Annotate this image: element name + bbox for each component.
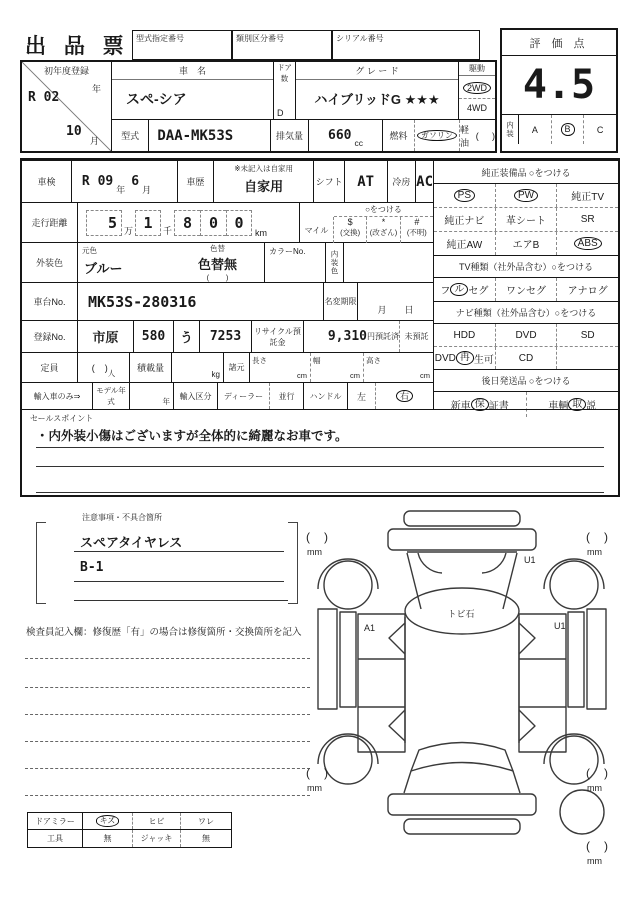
note: (交換) (340, 228, 361, 237)
displacement-value: 660 (328, 128, 352, 143)
interior-color-value (344, 243, 433, 282)
rule (74, 600, 288, 601)
option-text: フ (440, 286, 451, 297)
notes-bracket-left (36, 522, 46, 604)
details-table (20, 158, 620, 497)
height-unit: cm (420, 371, 430, 380)
note: (不明) (406, 228, 427, 237)
notes-label: 注意事項・不具合箇所 (78, 512, 166, 523)
damage-label-u1-side: U1 (554, 621, 566, 631)
inspector-line (25, 768, 310, 769)
cell-text: ヒビ (148, 816, 165, 826)
mm-label: mm (307, 547, 322, 557)
sales-point-label: セールスポイント (30, 414, 94, 423)
option-text: セグ (468, 286, 489, 297)
mileage-label: 走行距離 (22, 203, 78, 242)
history-cell (214, 161, 315, 202)
evaluation-box (500, 28, 618, 153)
symbol: * (381, 217, 386, 227)
interior-grade-b: B (561, 123, 575, 135)
circle-mark: 取 (568, 398, 586, 412)
equip-option-airbag (496, 232, 558, 255)
unit-man: 万 (124, 226, 134, 236)
inspector-line (25, 741, 310, 742)
capacity-paren: ( ) (91, 362, 108, 373)
base-color-label: 元色 (82, 246, 97, 255)
color-change-value: 色替無 (197, 257, 237, 272)
vehicle-header-table (20, 60, 497, 153)
field-label: 類別区分番号 (236, 34, 284, 43)
first-registration-month: 10 (66, 124, 82, 139)
damage-label-a1: A1 (364, 623, 376, 633)
field-model-designation-number (132, 30, 232, 60)
registration-area: 市原 (78, 321, 134, 352)
field-label: 型式指定番号 (136, 34, 184, 43)
door-mirror-label (28, 813, 83, 829)
symbol: $ (347, 217, 353, 227)
bracket-close: ) (604, 766, 608, 780)
bracket-close: ) (324, 530, 328, 544)
equip-option-leather-seat (496, 208, 558, 231)
interior-grade-b-option (552, 115, 585, 144)
tv-option-oneseg (496, 278, 558, 301)
equipment-pane (434, 161, 618, 412)
inspection-year: R 09 (81, 174, 114, 189)
parallel-option: 並行 (270, 383, 304, 409)
option-text: 純正AW (446, 240, 483, 251)
equip-option-pw (496, 184, 558, 207)
registration-kana: う (174, 321, 200, 352)
car-name-value: スペ-シア (126, 91, 187, 107)
option-text: 純正ナビ (444, 216, 485, 227)
color-cell (78, 243, 265, 282)
digit-box: 8 (174, 210, 200, 236)
bracket-open: ( (586, 766, 590, 780)
option-text: 革シート (506, 216, 546, 227)
mirror-break-option (181, 813, 231, 829)
paren-open: ( (475, 130, 479, 141)
mirror-row (28, 813, 231, 830)
equipment-row (434, 208, 618, 232)
tv-type-row (434, 278, 618, 302)
unit-km: km (255, 228, 268, 238)
car-damage-diagram (300, 505, 640, 885)
year-unit: 年 (116, 185, 126, 195)
sales-point-section (22, 409, 618, 496)
note: (改ざん) (369, 228, 398, 237)
tv-option-analog (557, 278, 618, 301)
navi-option-sd (557, 324, 618, 346)
recycle-amount: 9,310 (327, 329, 367, 344)
first-registration-year: R 02 (28, 90, 60, 105)
month-unit: 月 (90, 136, 100, 146)
inspector-line (25, 714, 310, 715)
mileage-digits (78, 203, 300, 242)
cell-text: ジャッキ (140, 834, 173, 843)
digit-box: 0 (200, 210, 226, 236)
import-row (22, 383, 433, 409)
mirror-crack-option (133, 813, 181, 829)
registration-label: 登録No. (22, 321, 78, 352)
notes-line1: スペアタイヤレス (80, 535, 183, 550)
circle-mark: キズ (96, 815, 120, 826)
doors-mark: D (277, 108, 284, 118)
interior-label: 内装 (502, 115, 519, 144)
inspector-line (25, 658, 310, 659)
recycle-unpaid-label: 未預託 (404, 332, 429, 341)
length-label: 長さ (252, 356, 267, 365)
bracket-open: ( (586, 530, 590, 544)
mm-label: mm (587, 783, 602, 793)
field-label: シリアル番号 (336, 34, 384, 43)
height-cell (364, 353, 433, 382)
mm-label: mm (307, 783, 322, 793)
option-text: 生可 (473, 354, 494, 366)
ac-value: AC (416, 173, 434, 190)
ac-label: 冷房 (388, 161, 417, 202)
handle-right: 右 (396, 390, 413, 402)
rule (74, 581, 284, 582)
damage-label-stone-chip: トビ石 (447, 609, 475, 619)
history-label: 車歴 (178, 161, 214, 202)
mark-header: ○をつける (334, 203, 433, 217)
navi-option-dvd-playable (434, 347, 496, 369)
tools-row (28, 830, 231, 847)
cell-text: ドアミラー (35, 816, 75, 826)
month-unit: 月 (377, 305, 387, 315)
capacity-row (22, 353, 433, 383)
bracket-open: ( (306, 766, 310, 780)
model-row (112, 120, 495, 151)
rule (36, 466, 604, 467)
car-name-cell (112, 62, 274, 120)
mileage-row (22, 203, 433, 243)
navi-type-row2 (434, 347, 618, 370)
option-text: SD (580, 329, 595, 341)
equipment-row (434, 232, 618, 256)
interior-grade-row (502, 114, 616, 144)
evaluation-label: 評 価 点 (502, 30, 616, 56)
notes-bracket-right (288, 522, 298, 604)
interior-color-label: 内装色 (326, 243, 344, 282)
inspection-value (72, 161, 178, 202)
doors-cell (274, 62, 296, 120)
navi-type-header: ナビ種類（社外品含む）○をつける (434, 302, 618, 324)
circle-mark: ル (450, 283, 468, 297)
handle-right-option (376, 383, 433, 409)
height-label: 高さ (366, 356, 381, 365)
first-registration-cell (22, 62, 112, 151)
genuine-equipment-header: 純正装備品 ○をつける (434, 161, 618, 184)
drive-2wd: 2WD (463, 82, 491, 94)
symbol: # (414, 217, 420, 227)
navi-option-empty (557, 347, 618, 369)
option-text: 新車 (450, 401, 471, 412)
navi-option-cd (496, 347, 558, 369)
navi-option-dvd (496, 324, 558, 346)
model-label: 型式 (112, 120, 149, 151)
jack-label (133, 830, 181, 847)
option-text: 説 (586, 401, 597, 412)
displacement-label: 排気量 (271, 120, 308, 151)
equip-option-genuine-tv (557, 184, 618, 207)
color-change-paren: ( ) (206, 273, 229, 282)
doors-label: ドア数 (277, 63, 292, 83)
chassis-label: 車台No. (22, 283, 78, 320)
circle-mark: 再 (456, 351, 474, 365)
rule (36, 492, 604, 493)
interior-grade-c: C (596, 124, 604, 135)
field-serial-number (332, 30, 480, 60)
car-name-label: 車 名 (112, 62, 273, 80)
mirror-scratch-option (83, 813, 133, 829)
option-text: エアB (512, 240, 540, 251)
history-note: ※未記入は自家用 (234, 164, 293, 173)
handle-left-option: 左 (348, 383, 376, 409)
mileage-mark-options (300, 217, 433, 243)
shift-label: シフト (314, 161, 344, 202)
inspector-line (25, 687, 310, 688)
option-text: DVD (434, 352, 456, 364)
drive-cell (459, 62, 495, 120)
width-cell (311, 353, 364, 382)
load-unit: kg (172, 353, 224, 382)
color-no-label: カラーNo. (265, 243, 326, 282)
chassis-row (22, 283, 433, 321)
first-registration-label: 初年度登録 (43, 66, 89, 76)
damage-label-u1-top: U1 (524, 555, 536, 565)
day-unit: 日 (404, 305, 414, 315)
color-change-label: 色替 (210, 244, 225, 253)
cell-text: ワレ (198, 816, 214, 826)
fuel-gasoline: ガソリン (417, 130, 457, 141)
option-text: CD (518, 352, 534, 364)
bracket-close: ) (324, 766, 328, 780)
unknown-option (401, 217, 433, 243)
import-only-label: 輸入車のみ⇒ (33, 391, 81, 401)
fuel-gasoline-option (415, 120, 460, 151)
option-text: ワンセグ (506, 286, 546, 297)
evaluation-score: 4.5 (522, 62, 596, 108)
inspection-month: 6 (131, 174, 140, 189)
grade-value: ハイブリッドG ★★★ (314, 92, 440, 107)
bracket-close: ) (604, 530, 608, 544)
year-unit: 年 (92, 84, 102, 94)
exchange-option (334, 217, 367, 243)
equipment-row (434, 184, 618, 208)
paren-close: ) (492, 130, 495, 141)
registration-number-row (22, 321, 433, 353)
equip-option-abs (557, 232, 618, 255)
navi-option-hdd (434, 324, 496, 346)
option-text: 車輌 (548, 401, 569, 412)
capacity-value (78, 353, 130, 382)
tamper-option (367, 217, 400, 243)
notes-line2: B-1 (80, 560, 104, 575)
bracket-close: ) (604, 839, 608, 853)
exterior-color-row (22, 243, 433, 283)
option-text: SR (580, 214, 595, 225)
drive-4wd: 4WD (467, 103, 487, 113)
tv-option-fullseg (434, 278, 496, 301)
mirror-tools-table (27, 812, 232, 848)
drive-2wd-option (459, 76, 495, 99)
bracket-open: ( (586, 839, 590, 853)
later-shipment-header: 後日発送品 ○をつける (434, 370, 618, 392)
inspector-line (25, 795, 310, 796)
rename-deadline-value (358, 283, 433, 320)
mile-option: マイル (300, 217, 334, 243)
sales-point-line1: ・内外装小傷はございますが全体的に綺麗なお車です。 (36, 426, 604, 448)
interior-grade-a: A (519, 115, 552, 144)
digit-box: 5 (86, 210, 122, 236)
jack-value (181, 830, 231, 847)
history-value: 自家用 (244, 179, 284, 194)
capacity-label: 定員 (22, 353, 78, 382)
circle-mark: PW (514, 189, 538, 203)
mm-label: mm (587, 856, 602, 866)
tools-label (28, 830, 83, 847)
circle-mark: 保 (471, 398, 489, 412)
cell-text: 無 (202, 834, 210, 843)
displacement-cell (309, 120, 384, 151)
model-value: DAA-MK53S (149, 120, 271, 151)
grade-cell (296, 62, 459, 120)
field-class-division-number (232, 30, 332, 60)
navi-type-row (434, 324, 618, 347)
digit-box: 0 (226, 210, 252, 236)
spec-label: 諸元 (224, 353, 250, 382)
import-division-label: 輸入区分 (174, 383, 218, 409)
width-unit: cm (350, 371, 360, 380)
details-left-pane (22, 161, 434, 409)
equip-option-genuine-aw (434, 232, 496, 255)
model-year-unit: 年 (130, 383, 174, 409)
cell-text: 工具 (47, 834, 63, 843)
recycle-deposit-label: リサイクル預託金 (252, 321, 304, 352)
option-text: 純正TV (571, 192, 605, 203)
mileage-mark-zone (300, 203, 433, 242)
fuel-diesel: 軽油 (459, 124, 469, 148)
tv-type-header: TV種類（社外品含む）○をつける (434, 256, 618, 278)
tools-value (83, 830, 133, 847)
shift-value: AT (345, 161, 388, 202)
displacement-unit: cc (354, 138, 363, 148)
registration-number: 7253 (200, 321, 252, 352)
model-year-label: モデル年式 (92, 383, 130, 409)
mm-label: mm (587, 547, 602, 557)
circle-mark: PS (454, 189, 475, 203)
rule (74, 551, 284, 552)
digit-box: 1 (135, 210, 161, 236)
inspection-row (22, 161, 433, 203)
page-title: 出 品 票 (25, 35, 130, 58)
chassis-value: MK53S-280316 (78, 283, 324, 320)
equip-option-genuine-navi (434, 208, 496, 231)
drive-label: 駆動 (459, 62, 495, 76)
dealer-option: ディーラー (218, 383, 270, 409)
exterior-color-label: 外装色 (22, 243, 78, 282)
option-text: アナログ (567, 286, 608, 297)
bracket-open: ( (306, 530, 310, 544)
width-label: 幅 (313, 356, 321, 365)
handle-label: ハンドル (304, 383, 348, 409)
grade-label: グ レ ー ド (296, 62, 458, 80)
inspection-label: 車検 (22, 161, 72, 202)
fuel-diesel-option (460, 120, 495, 151)
equip-option-ps (434, 184, 496, 207)
option-text: HDD (453, 329, 476, 341)
recycle-paid-cell (304, 321, 400, 352)
circle-mark: ABS (574, 237, 602, 251)
option-text: DVD (515, 329, 537, 341)
fuel-label: 燃料 (383, 120, 414, 151)
recycle-paid-label: 円預託済 (367, 332, 399, 341)
unit-sen: 千 (163, 226, 173, 236)
month-unit: 月 (142, 185, 152, 195)
car-outline (318, 511, 606, 834)
length-cell (250, 353, 311, 382)
rename-deadline-label: 名変期限 (324, 283, 358, 320)
inspector-note: 検査員記入欄：修復歴「有」の場合は修復箇所・交換箇所を記入 (26, 627, 302, 638)
option-text: 証書 (488, 401, 509, 412)
equip-option-sr (557, 208, 618, 231)
capacity-unit: 人 (107, 369, 116, 378)
length-unit: cm (297, 371, 307, 380)
registration-class: 580 (134, 321, 174, 352)
cell-text: 無 (103, 834, 112, 843)
load-label: 積載量 (130, 353, 172, 382)
base-color-value: ブルー (84, 261, 123, 276)
